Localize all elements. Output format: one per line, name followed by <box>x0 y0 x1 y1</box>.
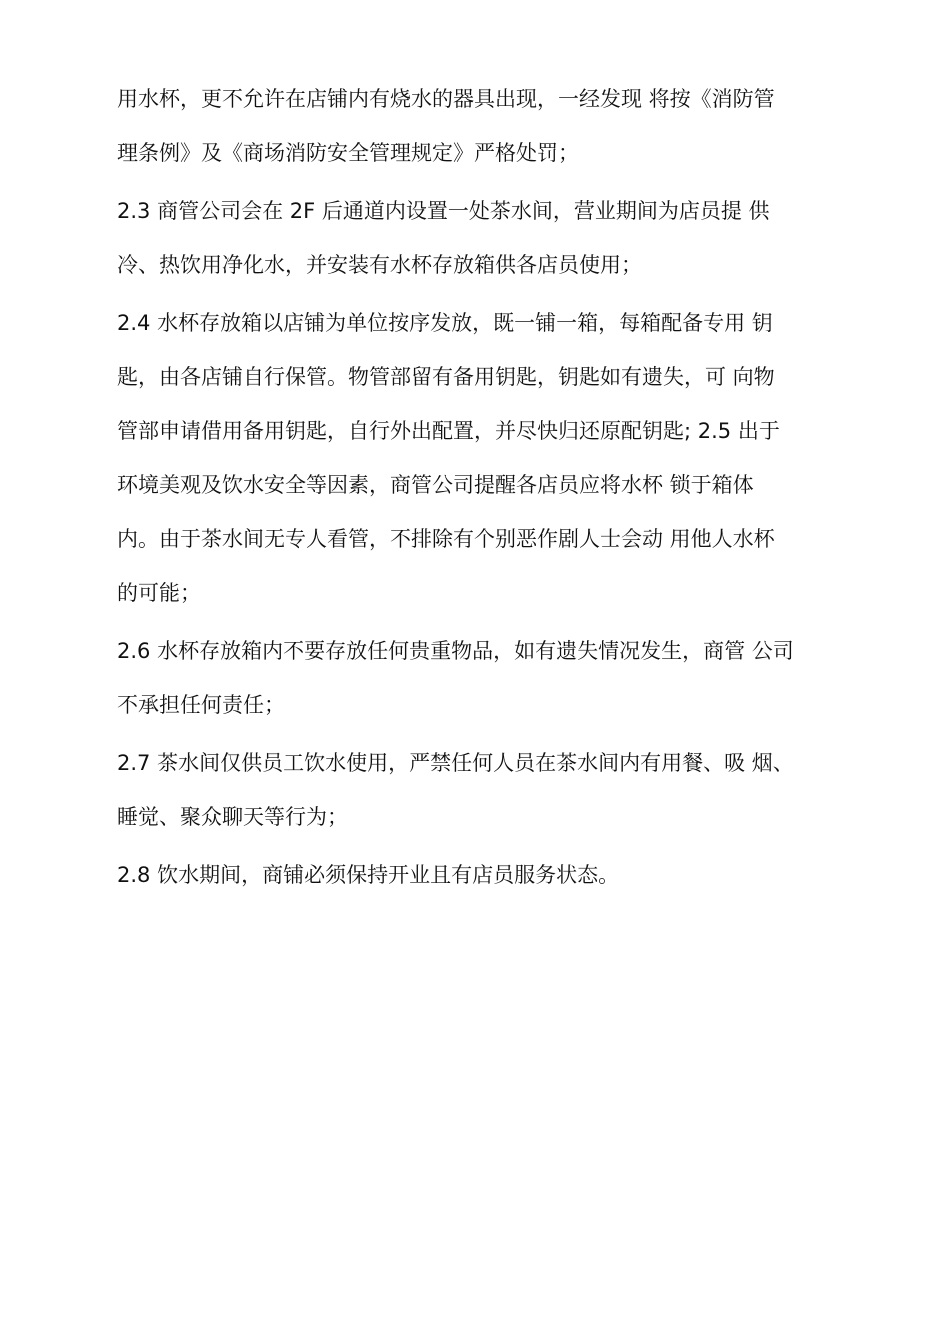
text-line: 用水杯，更不允许在店铺内有烧水的器具出现，一经发现 将按《消防管 <box>117 87 775 111</box>
paragraph-2-6 <box>117 624 857 732</box>
text-line: 睡觉、聚众聊天等行为； <box>117 805 348 829</box>
text-line: 理条例》及《商场消防安全管理规定》严格处罚； <box>117 141 579 165</box>
text-line: 2.3 商管公司会在 2F 后通道内设置一处茶水间，营业期间为店员提 供 <box>117 199 770 223</box>
text-line: 2.4 水杯存放箱以店铺为单位按序发放，既一铺一箱，每箱配备专用 钥 <box>117 311 773 335</box>
paragraph-2-3 <box>117 184 857 292</box>
text-line: 管部申请借用备用钥匙，自行外出配置，并尽快归还原配钥匙; 2.5 出于 <box>117 419 780 443</box>
paragraph-2-4 <box>117 296 857 620</box>
paragraph-cup-rules <box>117 72 857 180</box>
paragraph-2-7 <box>117 736 857 844</box>
text-line: 2.6 水杯存放箱内不要存放任何贵重物品，如有遗失情况发生，商管 公司 <box>117 639 794 663</box>
text-line: 2.7 茶水间仅供员工饮水使用，严禁任何人员在茶水间内有用餐、吸 烟、 <box>117 751 794 775</box>
text-line: 冷、热饮用净化水，并安装有水杯存放箱供各店员使用； <box>117 253 642 277</box>
text-line: 的可能； <box>117 581 201 605</box>
paragraph-2-8 <box>117 848 857 902</box>
text-line: 内。由于茶水间无专人看管，不排除有个别恶作剧人士会动 用他人水杯 <box>117 527 775 551</box>
text-line: 2.8 饮水期间，商铺必须保持开业且有店员服务状态。 <box>117 863 620 887</box>
text-line: 不承担任何责任； <box>117 693 285 717</box>
text-line: 环境美观及饮水安全等因素，商管公司提醒各店员应将水杯 锁于箱体 <box>117 473 754 497</box>
text-line: 匙，由各店铺自行保管。物管部留有备用钥匙，钥匙如有遗失，可 向物 <box>117 365 775 389</box>
document-body <box>117 72 857 906</box>
